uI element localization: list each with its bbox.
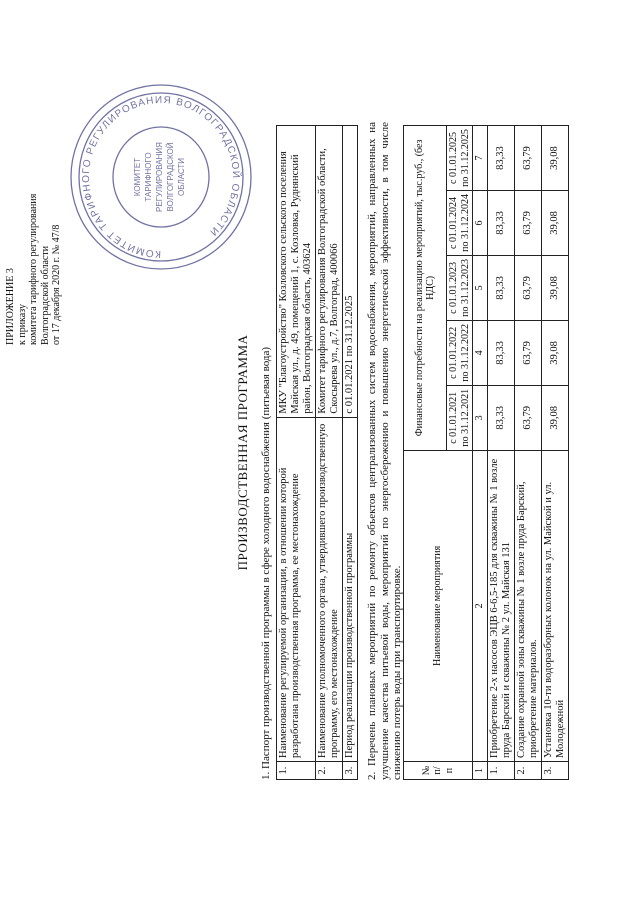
row-value: 39,08: [541, 190, 568, 255]
index-cell: 1: [473, 762, 488, 780]
section2-heading: 2. Перечень плановых мероприятий по ремонту объектов централизованных систем водоснабжения, мероприятий, направленных на улучшение качества питьевой воды, мероприятий по энергосбережению и повышению энергетической эффективности, в том числе снижению потерь воды при транспортировке.: [366, 122, 403, 780]
row-value: 39,08: [541, 255, 568, 320]
header-row: [404, 126, 447, 780]
measures-table: [403, 125, 569, 780]
row-value: 83,33: [487, 190, 514, 255]
passport-label: Период реализации производственной программы: [343, 417, 358, 761]
seal-inner-line: ВОЛГОГРАДСКОЙ: [166, 142, 175, 212]
passport-value: с 01.01.2021 по 31.12.2025: [343, 126, 358, 418]
seal-inner-line: РЕГУЛИРОВАНИЯ: [155, 142, 164, 212]
approval-line-5: от 17 декабря 2020 г. № 47/8: [51, 224, 62, 345]
passport-table: [276, 125, 358, 780]
index-cell: 7: [473, 126, 488, 191]
passport-num: 1.: [277, 762, 316, 780]
index-cell: 4: [473, 320, 488, 385]
approval-line-4: Волгоградской области: [39, 245, 51, 345]
period-header: с 01.01.2025 по 31.12.2025: [447, 126, 473, 191]
seal-outer-text: КОМИТЕТ ТАРИФНОГО РЕГУЛИРОВАНИЯ ВОЛГОГРАДСКОЙ ОБЛАСТИ: [80, 94, 242, 260]
row-num: 1.: [487, 762, 514, 780]
passport-num: 3.: [343, 762, 358, 780]
approval-line-3: комитета тарифного регулирования: [28, 193, 39, 345]
row-value: 83,33: [487, 320, 514, 385]
passport-label: Наименование уполномоченного органа, утвердившего производственную программу, его местонахождение: [316, 417, 343, 761]
passport-value: Комитет тарифного регулирования Волгоградской области, Скосырева ул., д.7, Волгоград, 400066: [316, 126, 343, 418]
table-row: [514, 126, 541, 780]
index-cell: 2: [473, 450, 488, 761]
row-value: 83,33: [487, 385, 514, 450]
period-header: с 01.01.2022 по 31.12.2022: [447, 320, 473, 385]
table-row: [316, 126, 343, 780]
section1-heading: 1. Паспорт производственной программы в сфере холодного водоснабжения (питьевая вода): [260, 346, 272, 780]
table-row: [343, 126, 358, 780]
table-row: [277, 126, 316, 780]
row-num: 3.: [541, 762, 568, 780]
row-value: 63,79: [514, 385, 541, 450]
row-value: 63,79: [514, 126, 541, 191]
document-title: ПРОИЗВОДСТВЕННАЯ ПРОГРАММА: [235, 334, 250, 571]
approval-line-2: к приказу: [16, 304, 28, 345]
passport-num: 2.: [316, 762, 343, 780]
row-value: 83,33: [487, 126, 514, 191]
row-num: 2.: [514, 762, 541, 780]
passport-value: МКУ "Благоустройство" Козловского сельского поселения Майская ул., д. 49, помещений 1, с. Козловка, Руднянский район, Волгоградская область, 403624: [277, 126, 316, 418]
index-cell: 3: [473, 385, 488, 450]
row-value: 63,79: [514, 320, 541, 385]
row-value: 39,08: [541, 320, 568, 385]
table-row: [487, 126, 514, 780]
row-name: Создание охранной зоны скважины № 1 возле пруда Барский, приобретение материалов.: [514, 450, 541, 761]
seal-inner-line: ТАРИФНОГО: [144, 152, 153, 202]
period-header: с 01.01.2024 по 31.12.2024: [447, 190, 473, 255]
period-header: с 01.01.2021 по 31.12.2021: [447, 385, 473, 450]
row-name: Приобретение 2-х насосов ЭЦВ 6-6,5-185 для скважины № 1 возле пруда Барский и скважины № 2 ул. Майская 131: [487, 450, 514, 761]
table-row: [541, 126, 568, 780]
row-value: 39,08: [541, 126, 568, 191]
approval-line-1: ПРИЛОЖЕНИЕ 3: [5, 268, 16, 345]
seal-inner-line: КОМИТЕТ: [133, 157, 142, 197]
col-num-header: № п/п: [404, 762, 473, 780]
row-value: 63,79: [514, 190, 541, 255]
col-fin-header: Финансовые потребности на реализацию мероприятий, тыс.руб., (без НДС): [404, 126, 447, 451]
row-name: Установка 10-ти водоразборных колонок на ул. Майской и ул. Молодежной: [541, 450, 568, 761]
col-name-header: Наименование мероприятия: [404, 450, 473, 761]
seal-inner-line: ОБЛАСТИ: [177, 157, 186, 197]
index-row: [473, 126, 488, 780]
index-cell: 6: [473, 190, 488, 255]
row-value: 39,08: [541, 385, 568, 450]
period-header: с 01.01.2023 по 31.12.2023: [447, 255, 473, 320]
row-value: 83,33: [487, 255, 514, 320]
index-cell: 5: [473, 255, 488, 320]
passport-label: Наименование регулируемой организации, в отношении которой разработана производственная программа, ее местонахождение: [277, 417, 316, 761]
row-value: 63,79: [514, 255, 541, 320]
